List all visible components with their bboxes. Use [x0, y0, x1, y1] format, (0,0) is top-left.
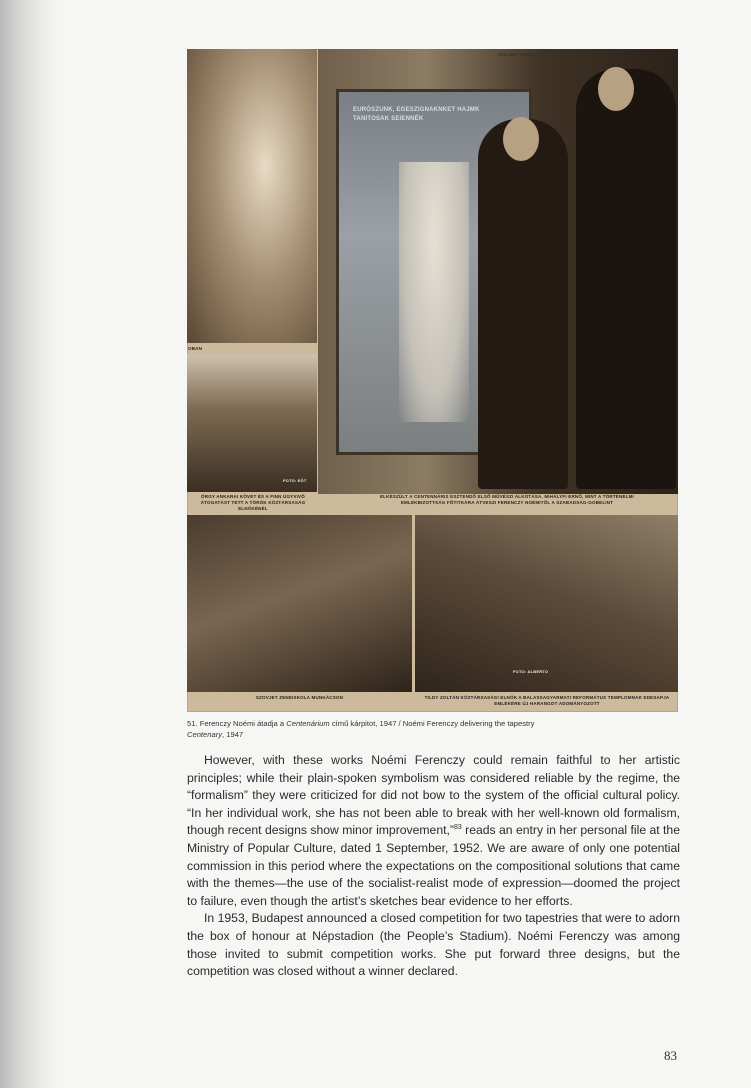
panel-caption-tapestry: ELKÉSZÜLT A CENTENNÁRIS ESZTENDŐ ELSŐ MŰVÉSZI ALKOTÁSA. MIHÁLYFI ERNŐ, MINT A TÖRTÉNELMI EMLÉKBIZOTTSÁG FŐTITKÁRA ÁTVESZI FERENCZY NOÉMITŐL A SZABADSÁG-GOBELINT — [379, 494, 635, 505]
man-figure-left — [478, 119, 568, 489]
caption-hu-text: Ferenczy Noémi átadja a — [199, 719, 285, 728]
caption-en-title: Centenary — [187, 729, 223, 739]
face-right — [598, 67, 634, 111]
photo-credit-top: SZELNER TIBOR — [498, 52, 533, 57]
photo-diplomats-walking — [187, 354, 317, 492]
paragraph-1-part-1: However, with these works Noémi Ferenczy could remain faithful to her artistic principles; while their plain-spoken symbolism was considered reliable by the regime, the “formalism” they were criticized for did not bow to the system of the official cultural policy. “In her individual work, she has not been able to break with her well-known old formalism, though recent designs show minor improvement,” — [187, 753, 680, 838]
paragraph-2: In 1953, Budapest announced a closed competition for two tapestries that were to adorn the box of honour at Népstadion (the People’s Stadium). Noémi Ferenczy was among those invited to submit competition works. She put forward three designs, but the competition was closed without a winner declared. — [187, 911, 680, 979]
face-left — [503, 117, 539, 161]
body-text — [187, 752, 680, 981]
tapestry-banner-text: EURÓSZUNK, EGESZIGNAKNKET HAJMK TANITOSAK SEIENNÉK — [353, 107, 480, 122]
photo-credit-bottom: FOTO: ALBERTO — [513, 669, 549, 674]
footnote-ref: 83 — [453, 824, 462, 832]
photo-women-in-folk-costume — [187, 49, 317, 343]
panel-caption-music-school: SZOVJET ZENEISKOLA MUNKÁCSON — [255, 695, 344, 700]
photo-tapestry-handover — [318, 49, 678, 494]
panel-caption-bell: TILDY ZOLTÁN KÖZTÁRSASÁGI ELNÖK A BALASSAGYARMATI REFORMÁTUS TEMPLOMNAK EDESAPJA EMLÉKÉRE ÚJ HARANGOT ADOMÁNYOZOTT — [424, 695, 670, 706]
page-number: 83 — [664, 1048, 677, 1063]
tapestry-female-figure — [399, 162, 469, 422]
paragraph-1-part-2: reads an entry in her personal file at the Ministry of Popular Culture, dated 1 September, 1952. We are aware of only one potential commission in this period where the expectations on the compositional solutions that came with the themes—the use of the socialist-realist mode of expression—doomed the project to failure, even though the artist’s sketches bear evidence to her efforts. — [187, 823, 680, 908]
figure-51-collage — [187, 49, 678, 712]
photo-music-school — [187, 515, 412, 692]
caption-en-text-after: , 1947 — [222, 729, 244, 739]
caption-number: 51. — [187, 719, 198, 728]
panel-caption-diplomats: ÖRGY ANKARAI KÖVET ÉS A FINN ÜGYVIVŐ ÁTOGATÁST TETT A TÖRÖK KÖZTÁRSASÁG ELNÖKÉNÉL — [200, 494, 306, 511]
caption-hu-text-after: című kárpitot, 1947 / Noémi Ferenczy delivering the tapestry — [331, 719, 535, 728]
paragraph-1 — [187, 752, 680, 910]
figure-caption — [187, 719, 687, 740]
caption-hu-title: Centenárium — [286, 719, 330, 728]
photo-credit: FOTO: EÖT — [283, 478, 307, 483]
photo-bell-donation — [415, 515, 678, 692]
man-figure-right — [576, 69, 676, 489]
page-gutter-shadow — [0, 0, 60, 1088]
panel-tag: OBAN — [188, 346, 203, 351]
